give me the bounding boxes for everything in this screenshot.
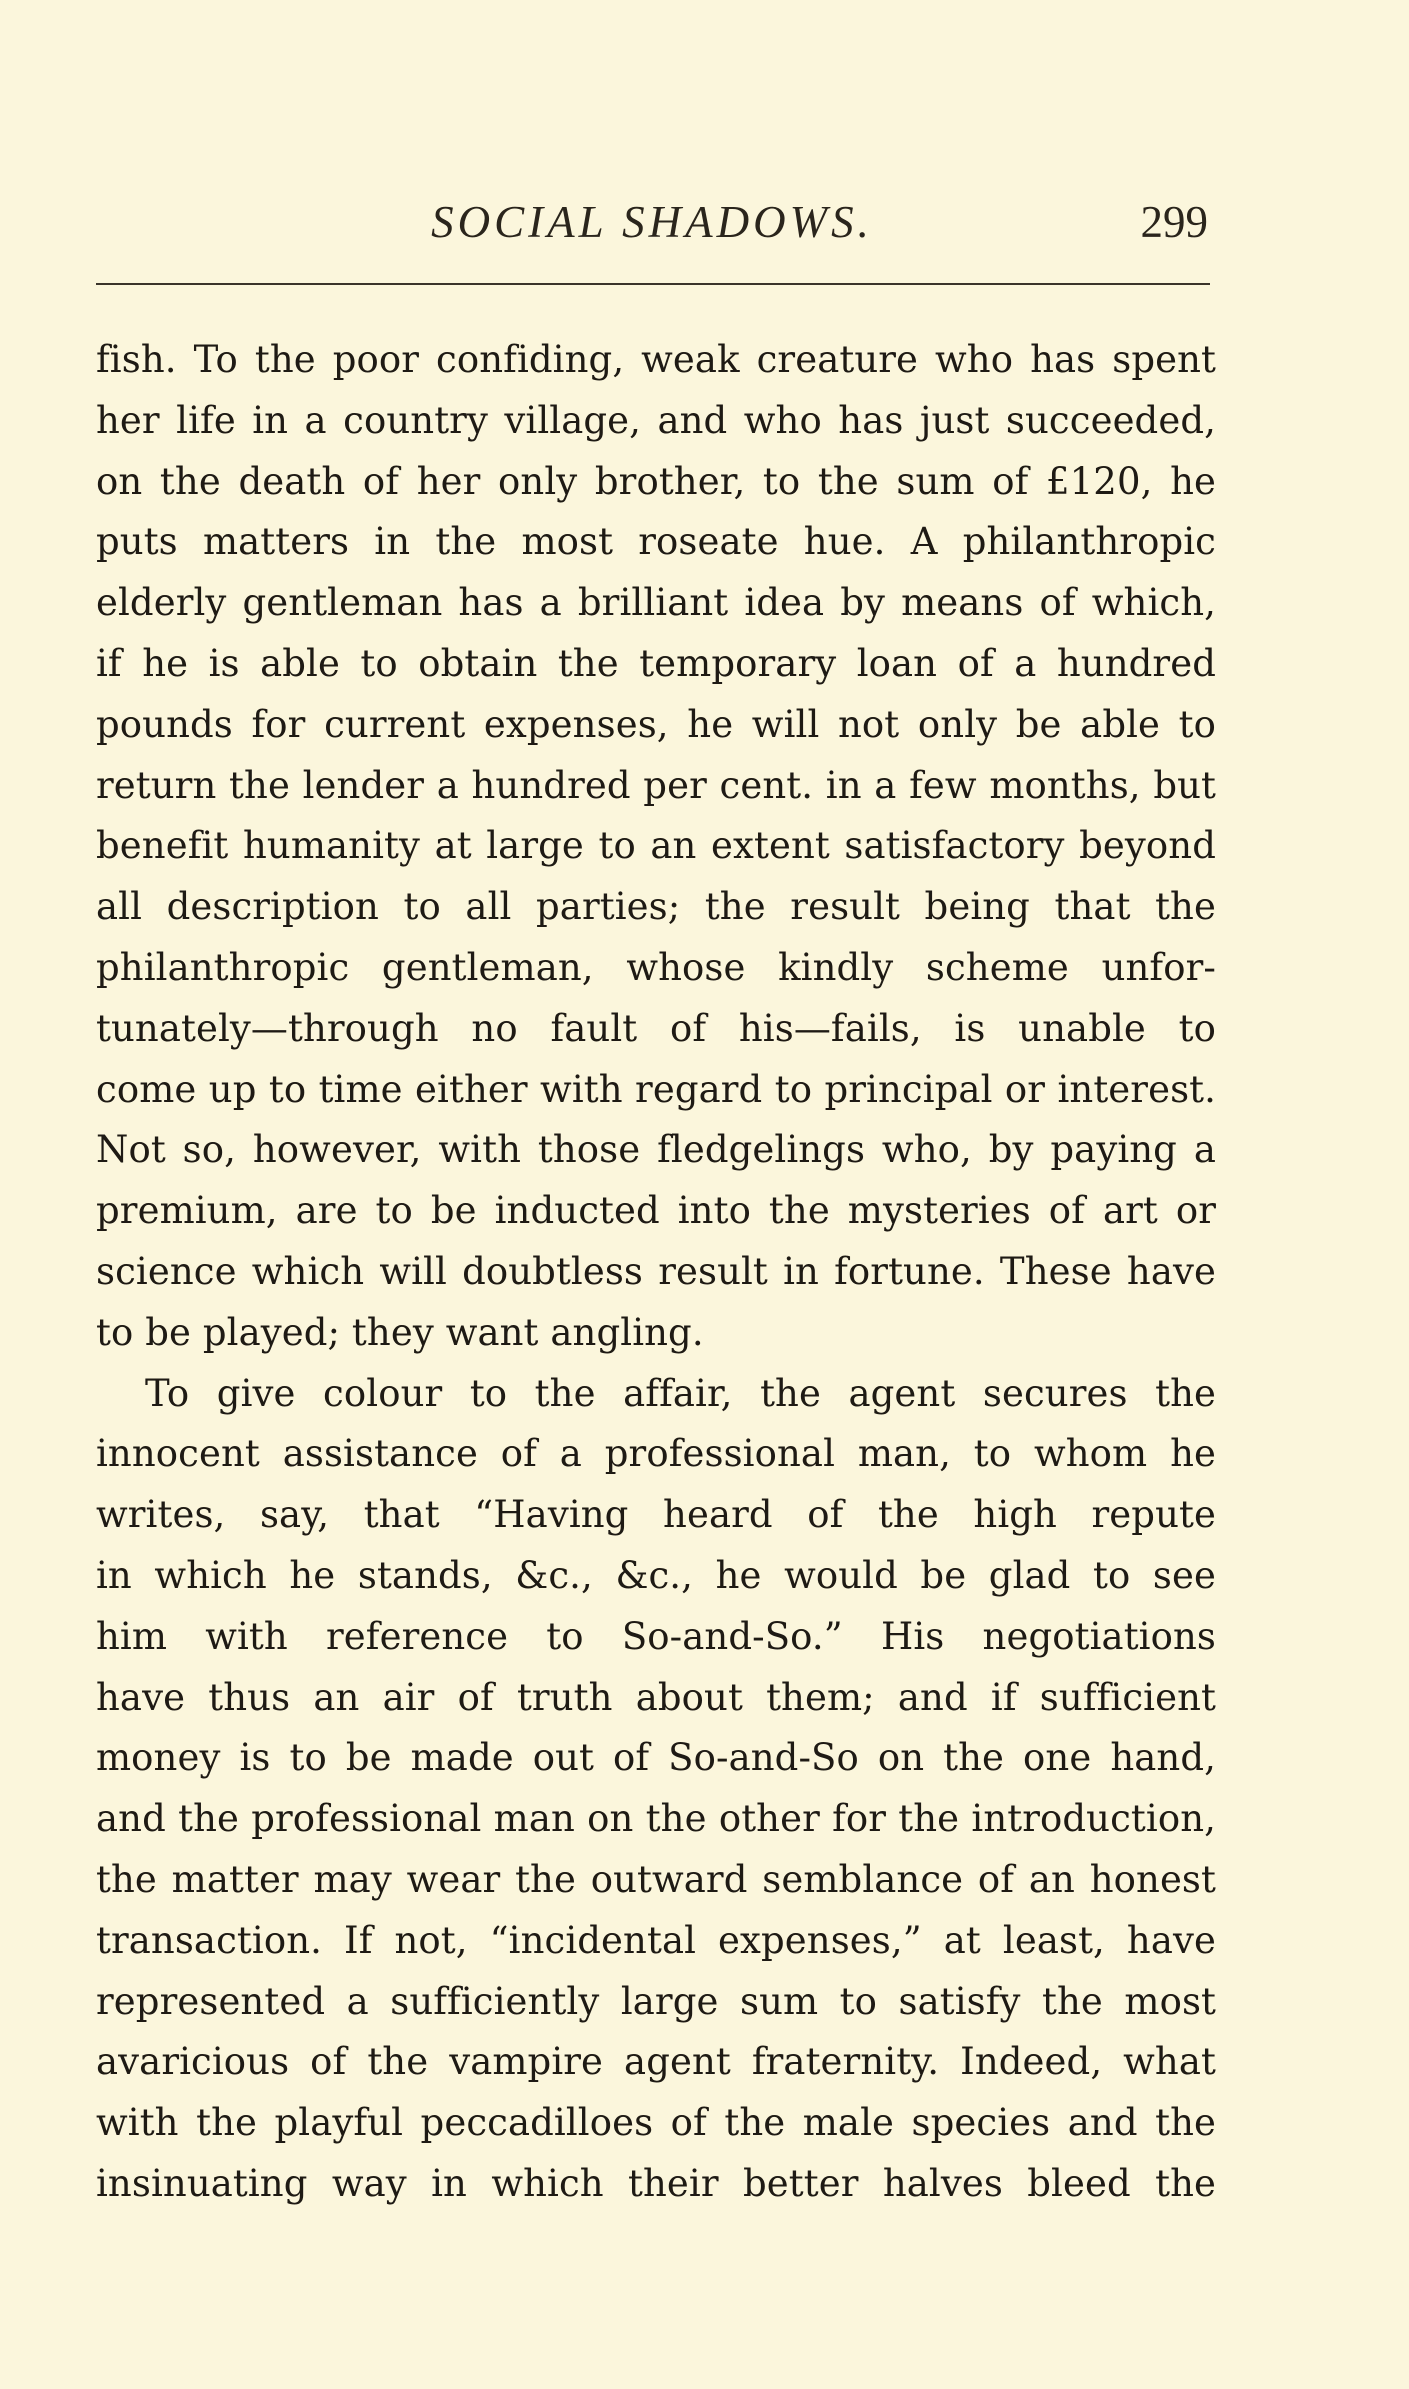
text-line: him with reference to So-and-So.” His negotiations <box>96 1614 1216 1658</box>
text-line: have thus an air of truth about them; and if sufficient <box>96 1675 1216 1719</box>
text-line: all description to all parties; the result being that the <box>96 885 1216 929</box>
page-number: 299 <box>1140 197 1208 247</box>
paragraph-start-line: To give colour to the affair, the agent secures the <box>145 1371 1216 1415</box>
text-line: insinuating way in which their better halves bleed the <box>96 2161 1216 2205</box>
text-line: transaction. If not, “incidental expenses,” at least, have <box>96 1918 1216 1962</box>
text-line: elderly gentleman has a brilliant idea by means of which, <box>96 581 1216 625</box>
text-line: in which he stands, &c., &c., he would be glad to see <box>96 1553 1216 1597</box>
text-line: premium, are to be inducted into the mysteries of art or <box>96 1189 1216 1233</box>
text-line: benefit humanity at large to an extent satisfactory beyond <box>96 824 1216 868</box>
body-text <box>96 330 1216 2215</box>
text-line: with the playful peccadilloes of the male species and the <box>96 2101 1216 2145</box>
text-line: on the death of her only brother, to the sum of £120, he <box>96 459 1216 503</box>
running-head <box>96 196 1208 252</box>
text-line: tunately—through no fault of his—fails, is unable to <box>96 1006 1216 1050</box>
text-line: to be played; they want angling. <box>96 1310 704 1354</box>
text-line: fish. To the poor confiding, weak creature who has spent <box>96 338 1216 381</box>
text-line: Not so, however, with those fledgelings who, by paying a <box>96 1128 1216 1172</box>
text-line: innocent assistance of a professional man, to whom he <box>96 1432 1216 1476</box>
running-title: SOCIAL SHADOWS. <box>431 197 873 247</box>
text-line: her life in a country village, and who has just succeeded, <box>96 398 1216 442</box>
text-line: come up to time either with regard to principal or interest. <box>96 1067 1216 1111</box>
text-line: writes, say, that “Having heard of the high repute <box>96 1493 1216 1537</box>
text-line: puts matters in the most roseate hue. A philanthropic <box>96 520 1216 564</box>
text-line: science which will doubtless result in fortune. These have <box>96 1249 1216 1293</box>
text-line: pounds for current expenses, he will not only be able to <box>96 702 1216 746</box>
text-line: and the professional man on the other for the introduction, <box>96 1797 1216 1841</box>
text-line: represented a sufficiently large sum to satisfy the most <box>96 1979 1216 2023</box>
text-line: money is to be made out of So-and-So on the one hand, <box>96 1736 1216 1780</box>
text-line: philanthropic gentleman, whose kindly scheme unfor- <box>96 945 1216 989</box>
text-line: if he is able to obtain the temporary loan of a hundred <box>96 641 1216 685</box>
text-line: return the lender a hundred per cent. in a few months, but <box>96 763 1216 807</box>
header-rule <box>96 283 1210 285</box>
text-line: the matter may wear the outward semblance of an honest <box>96 1857 1216 1901</box>
text-line: avaricious of the vampire agent fraternity. Indeed, what <box>96 2040 1216 2084</box>
